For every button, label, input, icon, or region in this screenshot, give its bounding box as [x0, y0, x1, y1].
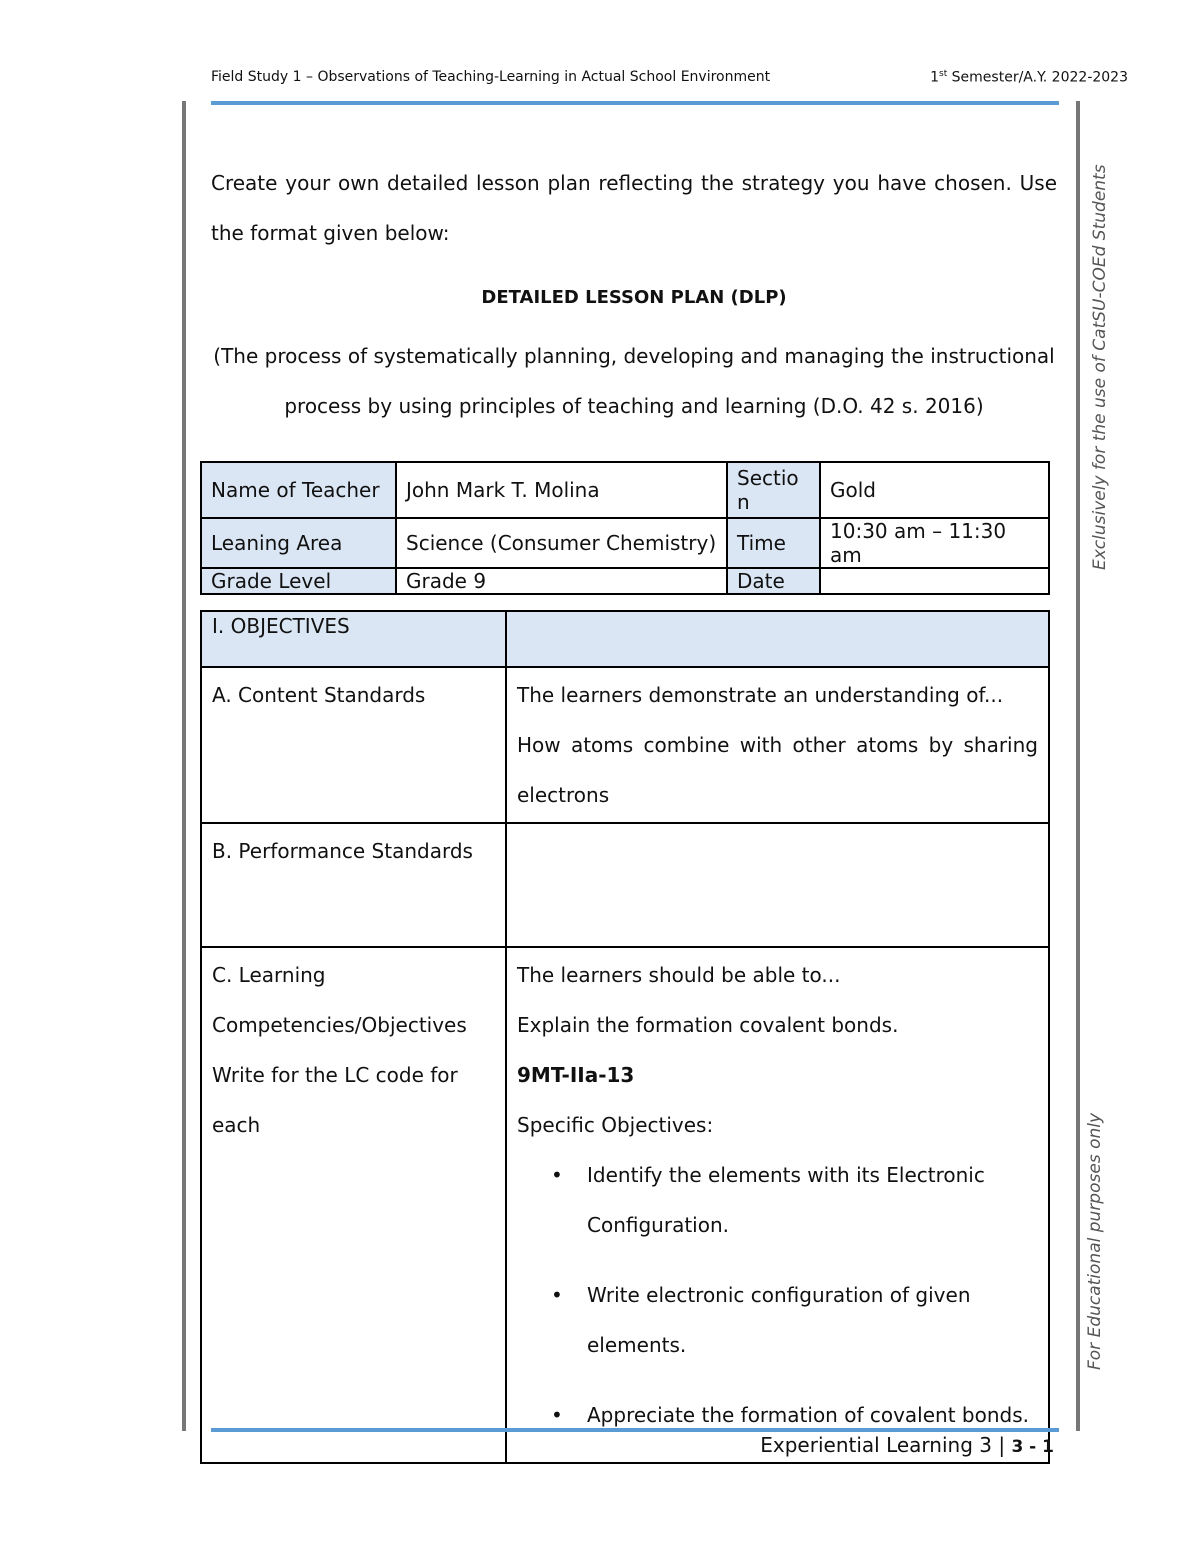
header-title: Field Study 1 – Observations of Teaching-Learning in Actual School Environment [211, 69, 771, 85]
page-number: 3 - 1 [1011, 1437, 1054, 1457]
specific-objectives-list [517, 1150, 1038, 1440]
specific-objectives-label: Specific Objectives: [517, 1113, 714, 1137]
area-value: Science (Consumer Chemistry) [396, 518, 727, 568]
competencies-text: Explain the formation covalent bonds. [517, 1013, 899, 1037]
semester-year: Semester/A.Y. 2022-2023 [947, 69, 1128, 86]
performance-standards-label: B. Performance Standards [201, 823, 506, 947]
header-semester [930, 69, 1128, 86]
intro-paragraph: Create your own detailed lesson plan reflecting the strategy you have chosen. Use the format given below: [211, 171, 1057, 245]
date-value [820, 568, 1049, 594]
performance-standards-value [506, 823, 1049, 947]
lc-code: 9MT-IIa-13 [517, 1063, 635, 1087]
side-note-exclusive: Exclusively for the use of CatSU-COEd Students [1090, 164, 1110, 570]
footer-rule [211, 1428, 1059, 1432]
section-label: Sectio n [727, 462, 820, 518]
competencies-label-line-4: each [212, 1113, 261, 1137]
specific-objective-item: • Write electronic configuration of given elements. [587, 1270, 1038, 1370]
teacher-label: Name of Teacher [201, 462, 396, 518]
time-value: 10:30 am – 11:30 am [820, 518, 1049, 568]
dlp-subtitle: (The process of systematically planning, developing and managing the instructional process by using principles of teaching and learning (D.O. 42 s. 2016) [213, 344, 1055, 418]
area-label: Leaning Area [201, 518, 396, 568]
right-margin-line [1076, 101, 1080, 1431]
competencies-label-line-2: Competencies/Objectives [212, 1013, 467, 1037]
date-label: Date [727, 568, 820, 594]
specific-objective-item: • Identify the elements with its Electronic Configuration. [587, 1150, 1038, 1250]
content-standards-text: How atoms combine with other atoms by sharing electrons [517, 733, 1038, 807]
specific-objective-item: • Appreciate the formation of covalent bonds. [587, 1390, 1038, 1440]
side-note-educational: For Educational purposes only [1085, 1112, 1105, 1370]
semester-ordinal: 1 [930, 69, 939, 86]
lesson-info-table [200, 461, 1050, 595]
objectives-header: I. OBJECTIVES [201, 611, 506, 667]
grade-value: Grade 9 [396, 568, 727, 594]
content-standards-intro: The learners demonstrate an understanding of... [517, 683, 1004, 707]
dlp-title: DETAILED LESSON PLAN (DLP) [481, 287, 787, 308]
footer [760, 1433, 1054, 1457]
content-standards-cell [506, 667, 1049, 823]
content-standards-label: A. Content Standards [201, 667, 506, 823]
objectives-header-blank [506, 611, 1049, 667]
left-margin-line [182, 101, 186, 1431]
section-value: Gold [820, 462, 1049, 518]
competencies-intro: The learners should be able to... [517, 963, 841, 987]
competencies-label-line-3: Write for the LC code for [212, 1063, 458, 1087]
competencies-label-line-1: C. Learning [212, 963, 326, 987]
grade-label: Grade Level [201, 568, 396, 594]
teacher-value: John Mark T. Molina [396, 462, 727, 518]
competencies-label [201, 947, 506, 1463]
semester-ordinal-suffix: st [939, 69, 948, 79]
competencies-cell [506, 947, 1049, 1463]
header-rule [211, 101, 1059, 105]
objectives-table [200, 610, 1050, 1464]
time-label: Time [727, 518, 820, 568]
footer-label: Experiential Learning 3 | [760, 1433, 1006, 1457]
